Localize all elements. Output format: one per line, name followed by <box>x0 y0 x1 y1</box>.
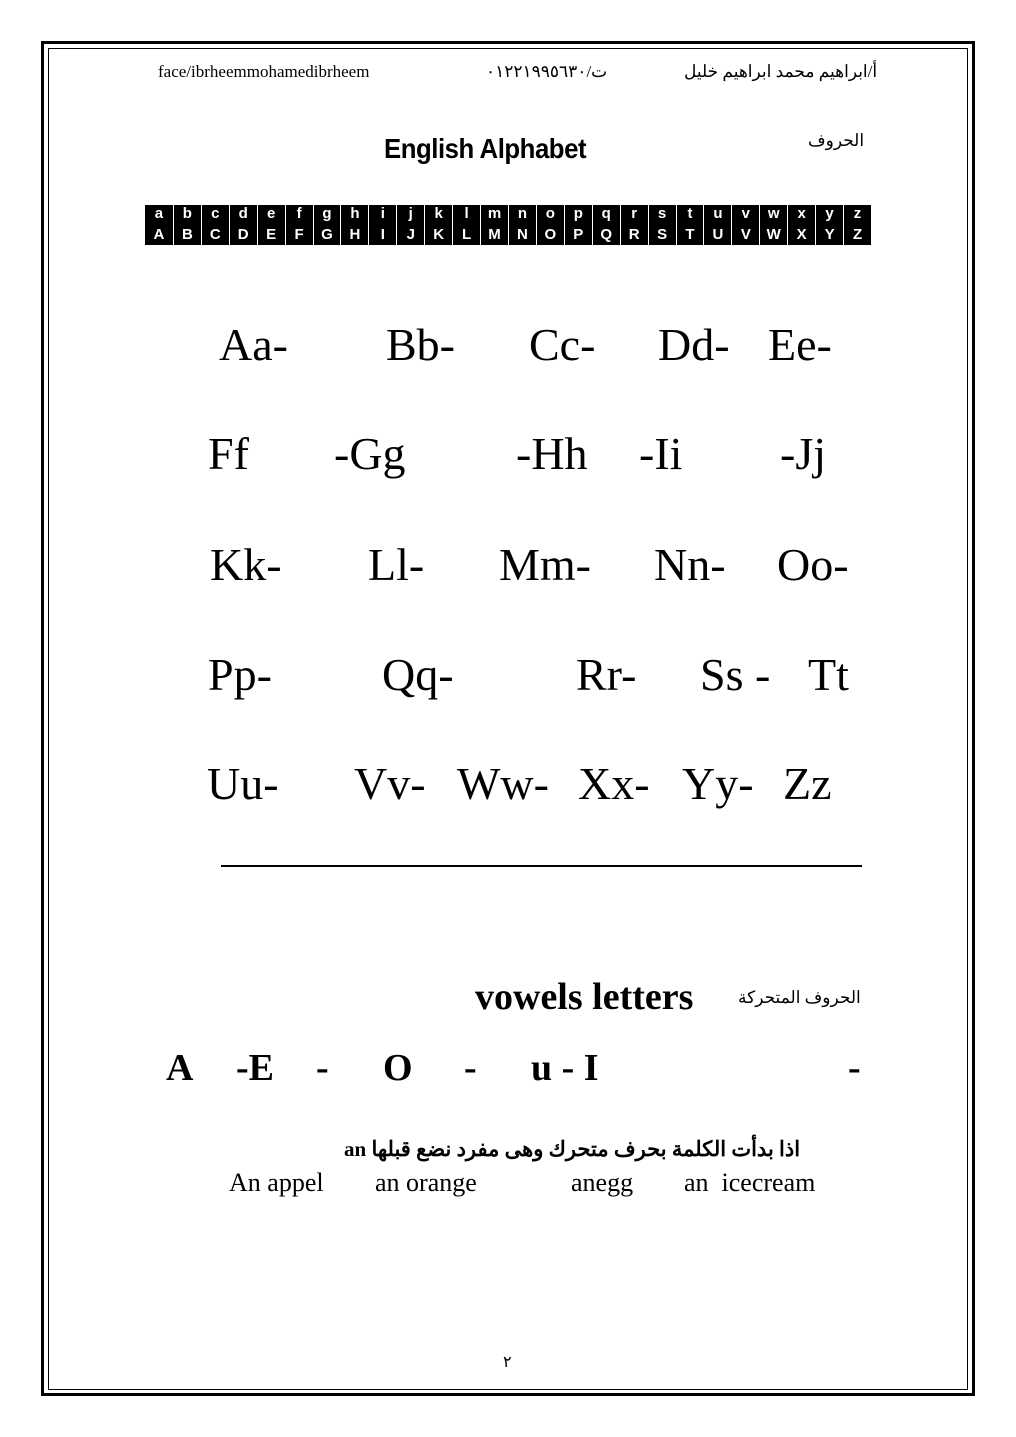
alphabet-lower-letter: m <box>480 205 508 225</box>
an-rule-text: اذا بدأت الكلمة بحرف متحرك وهى مفرد نضع قبلها <box>371 1137 801 1161</box>
alphabet-upper-letter: C <box>201 225 229 245</box>
letter-pair: Ww- <box>457 758 549 809</box>
alphabet-lower-letter: y <box>815 205 843 225</box>
alphabet-upper-letter: M <box>480 225 508 245</box>
letter-pair: Qq- <box>382 649 454 700</box>
vowels-title-arabic: الحروف المتحركة <box>738 988 861 1007</box>
letter-pair: Ss - <box>700 649 771 700</box>
alphabet-upper-letter: U <box>703 225 731 245</box>
letter-pair: Tt <box>808 649 849 700</box>
page-border-inner <box>48 48 968 1390</box>
alphabet-lower-letter: r <box>620 205 648 225</box>
alphabet-upper-letter: A <box>153 226 165 243</box>
alphabet-upper-letter: F <box>285 225 313 245</box>
example-item: an orange <box>375 1168 477 1197</box>
alphabet-lower-letter: e <box>257 205 285 225</box>
page-title: English Alphabet <box>384 133 587 164</box>
alphabet-lower-letter: d <box>229 205 257 225</box>
vowel-item: -E <box>236 1047 274 1089</box>
letter-pair: -Gg <box>334 428 406 479</box>
page-number: ٢ <box>503 1354 512 1371</box>
example-item: anegg <box>571 1168 634 1197</box>
alphabet-upper-letter: T <box>676 225 704 245</box>
vowel-separator: - <box>464 1047 477 1089</box>
alphabet-upper-letter: K <box>424 225 452 245</box>
letter-pair: Ll- <box>368 539 425 590</box>
letter-pair: Aa- <box>219 319 288 370</box>
an-rule <box>344 1137 800 1162</box>
header-author: أ/ابراهيم محمد ابراهيم خليل <box>684 62 878 81</box>
an-rule-word: an <box>344 1137 367 1161</box>
alphabet-lower-letter: f <box>285 205 313 225</box>
alphabet-lower-letter: h <box>340 205 368 225</box>
header-facebook: face/ibrheemmohamedibrheem <box>158 62 370 81</box>
letter-pair: Xx- <box>578 758 650 809</box>
letter-pair: -Hh <box>516 428 588 479</box>
alphabet-lower-letter: x <box>787 205 815 225</box>
alphabet-upper-letter: Z <box>843 225 871 245</box>
alphabet-lower-letter: j <box>396 205 424 225</box>
alphabet-lower-letter: w <box>759 205 787 225</box>
alphabet-upper-letter: R <box>620 225 648 245</box>
vowel-item: A <box>166 1047 194 1089</box>
vowel-separator: - <box>848 1047 861 1089</box>
alphabet-upper-letter: G <box>313 225 341 245</box>
alphabet-upper-letter: I <box>368 225 396 245</box>
alphabet-lower-letter: p <box>564 205 592 225</box>
alphabet-upper-letter: B <box>173 225 201 245</box>
letter-pair: Bb- <box>386 319 455 370</box>
alphabet-upper-letter: H <box>340 225 368 245</box>
letter-pair: Nn- <box>654 539 726 590</box>
alphabet-upper-letter: J <box>396 225 424 245</box>
alphabet-lower-letter: q <box>592 205 620 225</box>
alphabet-lower-letter: i <box>368 205 396 225</box>
vowel-item: O <box>383 1047 413 1089</box>
letter-pair: Ee- <box>768 319 832 370</box>
alphabet-upper-letter: D <box>229 225 257 245</box>
alphabet-lower-letter: t <box>676 205 704 225</box>
alphabet-upper-letter: O <box>536 225 564 245</box>
alphabet-upper-letter: S <box>648 225 676 245</box>
alphabet-lower-letter: z <box>843 205 871 225</box>
letter-pair: Uu- <box>207 758 279 809</box>
letter-pair: Zz <box>783 758 832 809</box>
alphabet-upper-letter: P <box>564 225 592 245</box>
vowels-title: vowels letters <box>475 976 694 1018</box>
header-phone: ت/٠١٢٢١٩٩٥٦٣٠ <box>486 62 608 81</box>
letter-pair: Dd- <box>658 319 730 370</box>
page-title-arabic: الحروف <box>808 131 865 150</box>
alphabet-lower-letter: o <box>536 205 564 225</box>
vowel-item: u - I <box>531 1047 599 1089</box>
alphabet-lower-letter: k <box>424 205 452 225</box>
alphabet-lower-letter: b <box>173 205 201 225</box>
letter-pair: Mm- <box>499 539 591 590</box>
letter-pair: Oo- <box>777 539 849 590</box>
alphabet-upper-letter: Y <box>815 225 843 245</box>
alphabet-upper-letter: E <box>257 225 285 245</box>
letter-pair: -Ii <box>639 428 683 479</box>
alphabet-lower-letter: a <box>154 205 164 222</box>
alphabet-upper-letter: X <box>787 225 815 245</box>
example-item: An appel <box>229 1168 324 1197</box>
example-item: an icecream <box>684 1168 816 1197</box>
alphabet-lower-letter: n <box>508 205 536 225</box>
alphabet-upper-letter: L <box>452 225 480 245</box>
divider-line <box>221 865 862 867</box>
alphabet-upper-letter: V <box>731 225 759 245</box>
alphabet-lower-letter: c <box>201 205 229 225</box>
alphabet-upper-letter: Q <box>592 225 620 245</box>
alphabet-strip <box>145 205 871 245</box>
alphabet-lower-letter: u <box>703 205 731 225</box>
letter-pair: Ff <box>208 428 249 479</box>
letter-pair: Cc- <box>529 319 596 370</box>
letter-pair: Vv- <box>354 758 426 809</box>
letter-pair: -Jj <box>780 428 826 479</box>
vowel-separator: - <box>316 1047 329 1089</box>
letter-pair: Rr- <box>576 649 637 700</box>
letter-pair: Pp- <box>208 649 272 700</box>
letter-pair: Kk- <box>210 539 282 590</box>
alphabet-lower-letter: v <box>731 205 759 225</box>
alphabet-lower-letter: s <box>648 205 676 225</box>
alphabet-lower-letter: l <box>452 205 480 225</box>
letter-pair: Yy- <box>682 758 754 809</box>
alphabet-upper-letter: W <box>759 225 787 245</box>
alphabet-upper-letter: N <box>508 225 536 245</box>
alphabet-lower-letter: g <box>313 205 341 225</box>
